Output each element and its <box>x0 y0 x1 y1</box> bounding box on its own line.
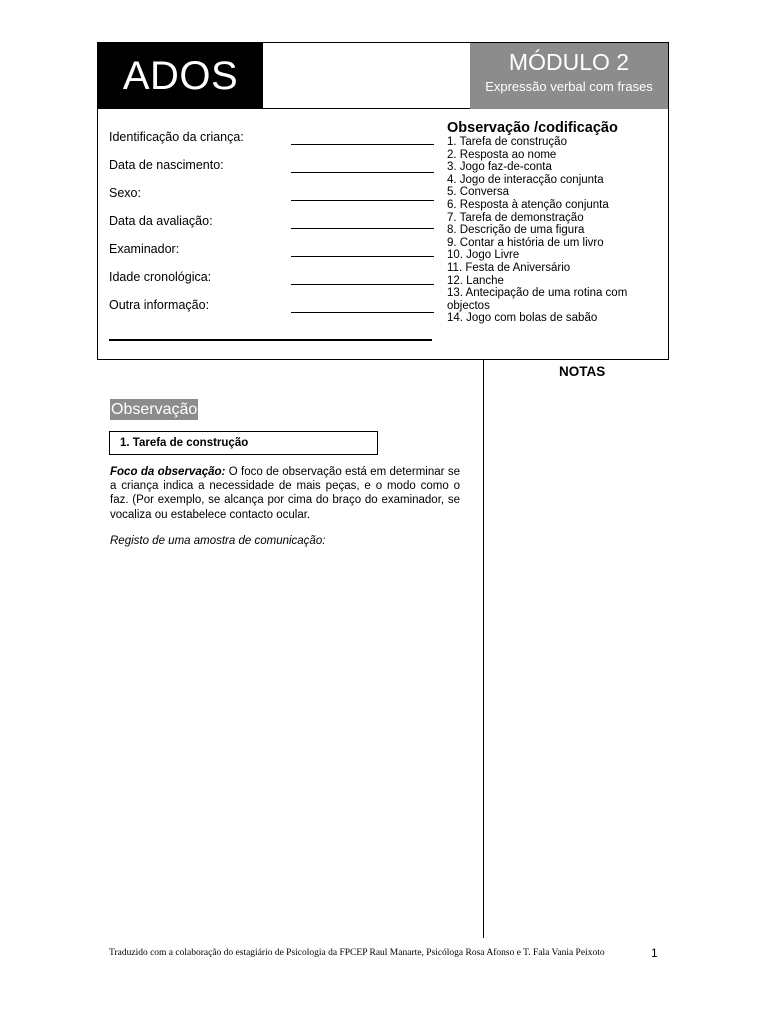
field-label-evaluation-date: Data da avaliação: <box>109 214 213 228</box>
field-line-chronological-age[interactable] <box>291 284 434 285</box>
field-label-child-id: Identificação da criança: <box>109 130 244 144</box>
observation-coding-list <box>447 136 652 325</box>
record-sample-label: Registo de uma amostra de comunicação: <box>110 535 326 547</box>
list-item: 11. Festa de Aniversário <box>447 261 571 274</box>
field-label-chronological-age: Idade cronológica: <box>109 270 212 284</box>
field-label-examiner: Examinador: <box>109 242 180 256</box>
focus-text: O foco de observação está em determinar se a criança indica a necessidade de mais peças, e o modo como o faz. (Por exemplo, se alcança por cima do braço do examinador, se vocaliza ou estabelece contacto ocular. <box>110 466 460 521</box>
section-title: Observação <box>111 401 198 418</box>
list-item: 8. Descrição de uma figura <box>447 224 585 237</box>
list-item: 6. Resposta à atenção conjunta <box>447 198 609 211</box>
column-divider <box>483 360 484 938</box>
list-item: 3. Jogo faz-de-conta <box>447 161 552 174</box>
list-item: 13. Antecipação de uma rotina com objectos <box>447 287 628 312</box>
module-title: MÓDULO 2 <box>508 49 630 75</box>
list-item: 9. Contar a história de um livro <box>447 236 604 249</box>
field-line-child-id[interactable] <box>291 144 434 145</box>
list-item: 4. Jogo de interacção conjunta <box>447 173 604 186</box>
other-info-extra-line[interactable] <box>109 339 432 341</box>
list-item: 10. Jogo Livre <box>447 249 520 262</box>
list-item: 1. Tarefa de construção <box>447 136 567 148</box>
field-label-sex: Sexo: <box>109 186 141 200</box>
field-line-evaluation-date[interactable] <box>291 228 434 229</box>
list-item: 7. Tarefa de demonstração <box>447 211 584 224</box>
module-block <box>470 43 668 109</box>
field-line-birth-date[interactable] <box>291 172 434 173</box>
list-item: 14. Jogo com bolas de sabão <box>447 312 598 325</box>
field-line-other-info[interactable] <box>291 312 434 313</box>
observation-coding-title: Observação /codificação <box>447 120 618 136</box>
list-item: 12. Lanche <box>447 274 504 287</box>
footer-credit: Traduzido com a colaboração do estagiário de Psicologia da FPCEP Raul Manarte, Psicóloga Rosa Afonso e T. Fala Vania Peixoto <box>109 948 605 958</box>
page-number: 1 <box>651 946 658 960</box>
focus-label: Foco da observação: <box>110 466 226 478</box>
notes-heading: NOTAS <box>559 364 606 379</box>
task-title-box: 1. Tarefa de construção <box>109 431 378 455</box>
field-line-sex[interactable] <box>291 200 434 201</box>
field-label-birth-date: Data de nascimento: <box>109 158 224 172</box>
field-label-other-info: Outra informação: <box>109 298 210 312</box>
module-subtitle: Expressão verbal com frases <box>485 79 653 94</box>
focus-paragraph <box>110 465 460 522</box>
header-box <box>97 42 669 360</box>
list-item: 2. Resposta ao nome <box>447 148 557 161</box>
field-line-examiner[interactable] <box>291 256 434 257</box>
ados-logo: ADOS <box>98 43 263 109</box>
list-item: 5. Conversa <box>447 186 510 199</box>
